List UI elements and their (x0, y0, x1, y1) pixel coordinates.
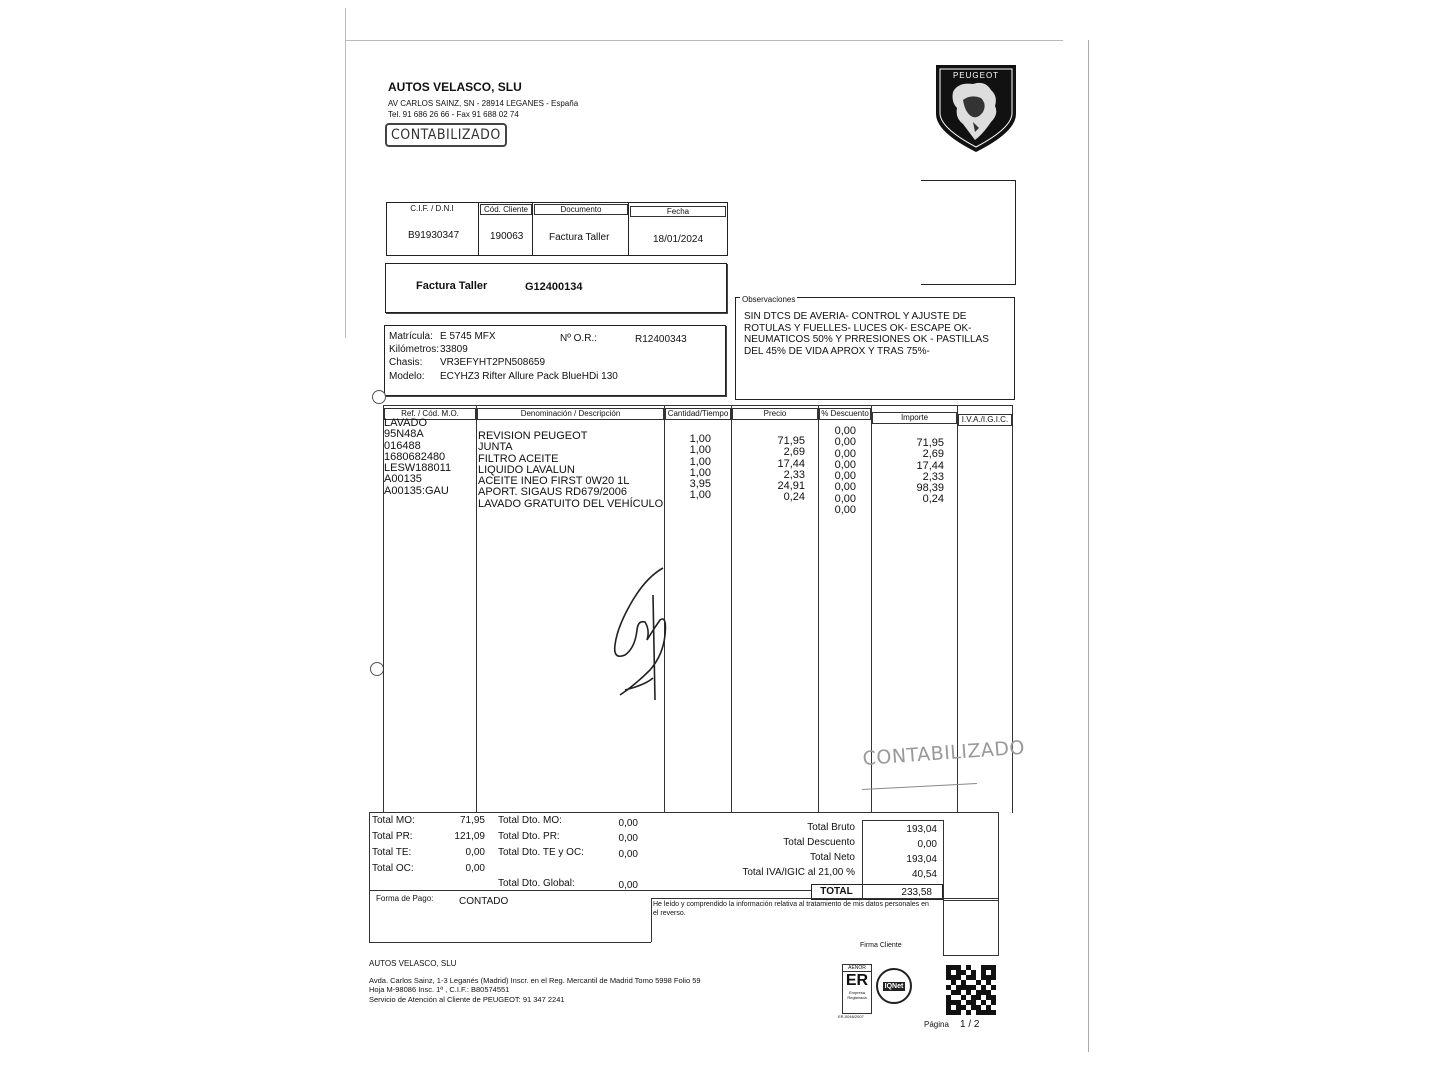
header-label-cif: C.I.F. / D.N.I (410, 204, 454, 213)
aenor-er-icon: ER (845, 972, 869, 989)
total-oc-value: 0,00 (465, 863, 485, 874)
payment-value: CONTADO (459, 896, 509, 907)
col-header-ref: Ref. / Cód. M.O. (384, 408, 476, 420)
invoice-number: G12400134 (525, 281, 583, 293)
payment-divider (651, 898, 652, 942)
privacy-line: He leído y comprendido la información relativa al tratamiento de mis datos personales en (653, 901, 929, 908)
line-quantity: 1,00 (689, 444, 711, 457)
total-bruto-label: Total Bruto (807, 822, 855, 833)
descriptions-column (478, 431, 663, 510)
firma-bottom-line (943, 955, 999, 956)
total-dto-global-value: 0,00 (618, 880, 638, 891)
line-quantity: 1,00 (689, 433, 711, 445)
punch-hole-mark (370, 662, 384, 676)
handwritten-signature (605, 560, 685, 705)
page-edge-top (345, 40, 1063, 41)
line-ref: 1680682480 (384, 450, 446, 463)
total-dto-global-label: Total Dto. Global: (498, 878, 575, 889)
amounts-column (871, 438, 944, 506)
line-price: 71,95 (777, 435, 805, 447)
payment-bottom-line (369, 942, 651, 943)
col-header-discount: % Descuento (819, 408, 871, 420)
line-amount: 0,24 (922, 493, 944, 506)
line-ref: A00135:GAU (384, 484, 449, 497)
line-ref: LAVADO (384, 417, 427, 429)
line-price: 2,33 (783, 468, 805, 481)
totals-left-labels (372, 813, 415, 877)
line-discount: 0,00 (834, 447, 856, 460)
col-header-vat: I.V.A./I.G.I.C. (958, 414, 1012, 426)
line-description: LAVADO GRATUITO DEL VEHÍCULO (478, 497, 664, 510)
total-pr-label: Total PR: (372, 831, 413, 842)
aenor-logo (842, 964, 872, 1014)
modelo-label: Modelo: (389, 371, 425, 382)
line-description: FILTRO ACEITE (478, 452, 559, 465)
line-amount: 17,44 (916, 459, 944, 472)
total-neto-value: 193,04 (906, 854, 937, 865)
line-ref: LESW188011 (384, 462, 452, 475)
totals-left-border (369, 812, 370, 942)
page-edge-left (345, 8, 346, 338)
totals-left-values (440, 813, 485, 877)
total-iva-label: Total IVA/IGIC al 21,00 % (742, 867, 855, 878)
line-price: 24,91 (777, 480, 805, 493)
total-mo-value: 71,95 (459, 815, 485, 826)
col-header-quantity: Cantidad/Tiempo (665, 408, 731, 420)
page-label: Página (924, 1020, 949, 1029)
line-price: 0,24 (783, 491, 805, 504)
totals-inner-divider (943, 820, 944, 900)
total-dto-mo-label: Total Dto. MO: (498, 815, 562, 826)
invoice-type: Factura Taller (416, 280, 488, 292)
iqnet-text: IQNet (884, 982, 904, 990)
total-iva-value: 40,54 (911, 869, 937, 880)
chasis-label: Chasis: (389, 357, 423, 368)
payment-top-line (369, 890, 811, 891)
header-divider-2 (532, 202, 533, 256)
line-description: ACEITE INEO FIRST 0W20 1L (478, 475, 630, 488)
line-quantity: 1,00 (689, 455, 711, 468)
total-dto-pr-label: Total Dto. PR: (498, 831, 560, 842)
total-te-label: Total TE: (372, 847, 412, 858)
or-value: R12400343 (635, 334, 687, 345)
header-divider-1 (478, 202, 479, 256)
contabilizado-stamp-top: CONTABILIZADO (385, 123, 507, 147)
total-oc-label: Total OC: (372, 863, 414, 874)
privacy-top-line (651, 898, 998, 899)
punch-hole-mark (372, 390, 386, 404)
line-quantity: 1,00 (689, 489, 711, 502)
grand-total-value: 233,58 (901, 887, 932, 898)
modelo-value: ECYHZ3 Rifter Allure Pack BlueHDi 130 (440, 371, 618, 382)
line-ref: 95N48A (384, 428, 424, 441)
line-description: APORT. SIGAUS RD679/2006 (478, 486, 627, 499)
total-pr-value: 121,09 (454, 831, 485, 842)
discounts-column (818, 426, 856, 516)
totals-inner-top (862, 820, 943, 821)
totals-right-border (998, 812, 999, 955)
company-address: AV CARLOS SAINZ, SN - 28914 LEGANES - España (388, 99, 579, 108)
aenor-sub: Empresa Registrada (847, 990, 867, 1000)
line-discount: 0,00 (834, 481, 856, 494)
grand-total-label: TOTAL (820, 886, 853, 897)
col-header-description: Denominación / Descripción (477, 408, 664, 420)
firma-divider (943, 900, 944, 955)
line-discount: 0,00 (834, 436, 856, 449)
page-number: 1 / 2 (960, 1019, 980, 1030)
line-discount: 0,00 (834, 458, 856, 471)
client-code-value: 190063 (490, 231, 524, 242)
observations-label: Observaciones (742, 295, 796, 304)
qr-code-icon (946, 965, 996, 1015)
line-amount: 71,95 (916, 437, 944, 449)
observation-line: NEUMATICOS 50% Y PRRESIONES OK - PASTILLAS (744, 334, 989, 345)
line-quantity: 3,95 (689, 478, 711, 491)
total-dto-te-value: 0,00 (618, 849, 638, 860)
matricula-value: E 5745 MFX (440, 331, 496, 342)
total-dto-mo-value: 0,00 (618, 818, 638, 829)
empty-address-box (921, 180, 1016, 285)
line-description: JUNTA (478, 441, 513, 454)
col-header-price: Precio (732, 408, 818, 420)
line-discount: 0,00 (834, 425, 856, 437)
header-label-document: Documento (534, 204, 628, 215)
col-header-amount: Importe (872, 412, 957, 424)
contabilizado-stamp-bottom: CONTABILIZADO (862, 736, 1026, 770)
km-value: 33809 (440, 344, 468, 355)
total-dto-te-label: Total Dto. TE y OC: (498, 847, 584, 858)
refs-column (384, 418, 451, 497)
footer-line1: Avda. Carlos Sainz, 1-3 Leganés (Madrid) Inscr. en el Reg. Mercantil de Madrid Tomo 5998 Folio 59 (369, 976, 701, 985)
prices-column (731, 436, 805, 504)
header-label-client: Cód. Cliente (480, 204, 532, 215)
or-label: Nº O.R.: (560, 333, 597, 344)
privacy-line: el reverso. (653, 909, 686, 917)
footer-company: AUTOS VELASCO, SLU (369, 959, 457, 968)
observation-line: DEL 45% DE VIDA APROX Y TRAS 75%- (744, 345, 930, 357)
observation-line: SIN DTCS DE AVERIA- CONTROL Y AJUSTE DE (744, 311, 967, 322)
lines-table-top (383, 405, 1012, 406)
line-description: LIQUIDO LAVALUN (478, 463, 575, 476)
date-value: 18/01/2024 (653, 234, 704, 245)
line-ref: 016488 (384, 439, 421, 452)
chasis-value: VR3EFYHT2PN508659 (440, 357, 546, 368)
total-mo-label: Total MO: (372, 815, 415, 826)
line-quantity: 1,00 (689, 466, 711, 479)
payment-label: Forma de Pago: (376, 894, 434, 903)
cif-value: B91930347 (408, 230, 460, 241)
line-discount: 0,00 (834, 492, 856, 505)
aenor-title: AENOR (843, 965, 871, 972)
line-price: 17,44 (777, 457, 805, 470)
footer-line2: Hoja M-98086 Insc. 1ª , C.I.F.: B80574551 (369, 985, 510, 994)
aenor-code: ER-0046/2007 (838, 1014, 864, 1019)
total-bruto-value: 193,04 (906, 824, 937, 835)
peugeot-wordmark: PEUGEOT (952, 71, 1000, 80)
line-amount: 2,69 (922, 448, 944, 461)
line-description: REVISION PEUGEOT (478, 430, 588, 442)
peugeot-logo (933, 62, 1019, 154)
observations-text (744, 311, 989, 357)
observation-line: ROTULAS Y FUELLES- LUCES OK- ESCAPE OK- (744, 322, 972, 334)
header-label-date: Fecha (630, 206, 726, 217)
privacy-notice (653, 901, 929, 918)
page-edge-right (1088, 40, 1089, 1052)
firma-cliente-label: Firma Cliente (860, 942, 902, 949)
iqnet-logo (876, 968, 912, 1004)
footer-line3: Servicio de Atención al Cliente de PEUGEOT: 91 347 2241 (369, 995, 565, 1004)
quantities-column (664, 434, 711, 502)
line-price: 2,69 (783, 446, 805, 459)
line-amount: 98,39 (916, 482, 944, 495)
line-discount: 0,00 (834, 470, 856, 483)
line-amount: 2,33 (922, 470, 944, 483)
total-te-value: 0,00 (465, 847, 485, 858)
document-value: Factura Taller (549, 232, 610, 243)
total-dto-pr-value: 0,00 (618, 833, 638, 844)
company-name: AUTOS VELASCO, SLU (388, 80, 522, 94)
header-divider-3 (628, 202, 629, 256)
total-descuento-value: 0,00 (917, 839, 937, 850)
total-neto-label: Total Neto (809, 852, 855, 863)
km-label: Kilómetros: (389, 344, 440, 355)
matricula-label: Matrícula: (389, 331, 433, 342)
payment-top-line-right (943, 900, 999, 901)
company-phone: Tel. 91 686 26 66 - Fax 91 688 02 74 (388, 110, 519, 119)
total-descuento-label: Total Descuento (783, 837, 855, 848)
line-discount: 0,00 (834, 504, 856, 517)
lines-col-divider (476, 405, 477, 813)
line-ref: A00135 (384, 473, 422, 486)
stamp-underline (862, 783, 977, 790)
